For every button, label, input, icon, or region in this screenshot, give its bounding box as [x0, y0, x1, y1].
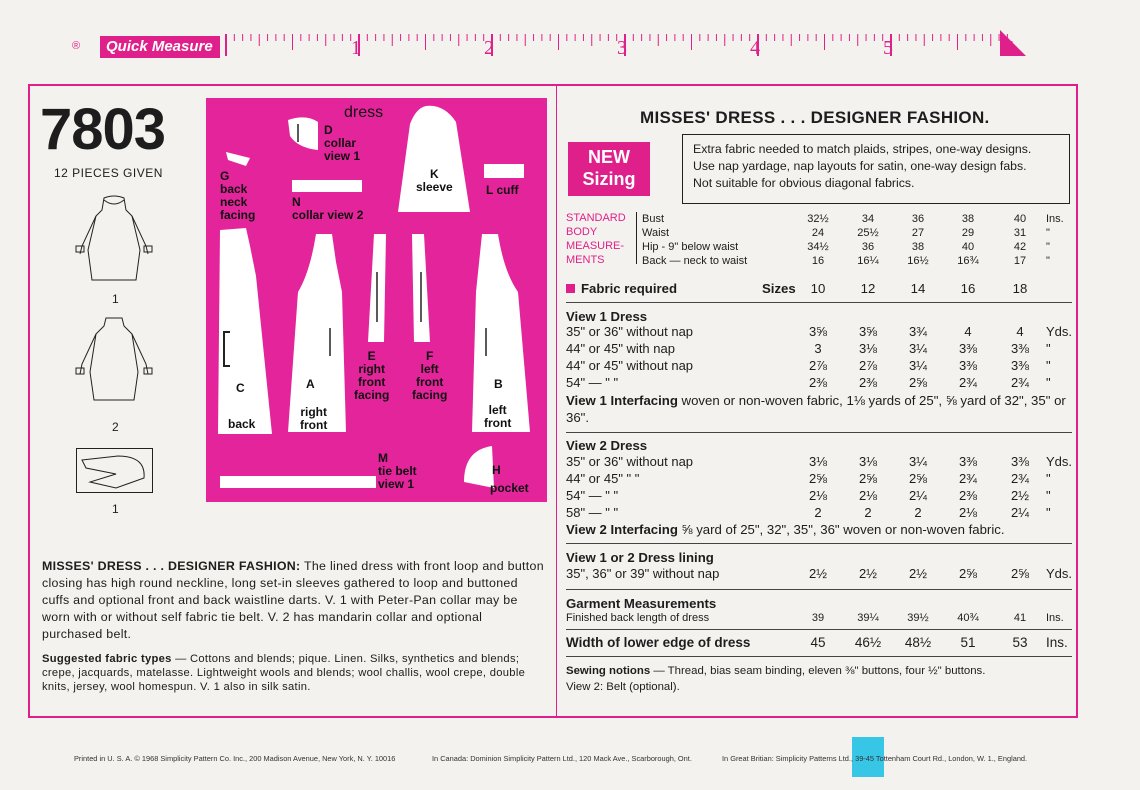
value-cell: 38 [911, 241, 925, 253]
value-cell: 2⅝ [908, 375, 928, 390]
view-1-sketch [74, 190, 154, 290]
unit-cell: Ins. [1046, 612, 1064, 624]
value-cell: 17 [1013, 255, 1027, 267]
quick-measure-label: Quick Measure [100, 36, 220, 58]
value-cell: 3⅜ [958, 454, 978, 469]
piece-m-label: M tie belt view 1 [378, 451, 417, 491]
value-cell: 2⅝ [808, 471, 828, 486]
view-1-dress-header: View 1 Dress [566, 309, 648, 324]
value-cell: 2¼ [908, 488, 928, 503]
unit-cell: Ins. [1046, 213, 1064, 225]
badge-line-2: Sizing [582, 169, 636, 189]
value-cell: 2¾ [1010, 375, 1030, 390]
unit-cell: " [1046, 255, 1050, 267]
measurement-brace [636, 212, 641, 264]
unit-cell: Ins. [1046, 635, 1068, 650]
value-cell: 40 [1013, 213, 1027, 225]
value-cell: 2⅛ [858, 488, 878, 503]
piece-d-shape [284, 114, 320, 154]
row-label: Finished back length of dress [566, 612, 710, 624]
value-cell: 32½ [807, 213, 829, 225]
value-cell: 2 [864, 505, 872, 520]
rule-line [566, 543, 1072, 544]
value-cell: 3¾ [908, 324, 928, 339]
row-label: Hip - 9" below waist [642, 241, 739, 253]
value-cell: 36 [911, 213, 925, 225]
value-cell: 2¼ [1010, 505, 1030, 520]
ruler-number: 6 [1004, 37, 1014, 58]
value-cell: 3⅛ [858, 341, 878, 356]
value-cell: 2¾ [958, 375, 978, 390]
lining-header: View 1 or 2 Dress lining [566, 550, 714, 565]
rule-line [566, 629, 1072, 630]
row-label: 44" or 45" " " [566, 471, 640, 486]
value-cell: 41 [1013, 612, 1027, 624]
row-label: 35" or 36" without nap [566, 324, 694, 339]
view-2-label: 2 [112, 420, 119, 434]
value-cell: 29 [961, 227, 975, 239]
value-cell: 3¼ [908, 454, 928, 469]
value-cell: 2⅝ [1010, 566, 1030, 581]
value-cell: 16¾ [957, 255, 979, 267]
fabric-required-header [566, 280, 677, 297]
value-cell: 46½ [854, 635, 882, 650]
value-cell: 31 [1013, 227, 1027, 239]
value-cell: 39¼ [857, 612, 879, 624]
value-cell: 53 [1012, 635, 1028, 650]
piece-e-label: E right front facing [354, 349, 390, 402]
value-cell: 3⅝ [858, 324, 878, 339]
value-cell: 2⅝ [908, 471, 928, 486]
ruler-number: 4 [750, 37, 760, 58]
value-cell: 27 [911, 227, 925, 239]
view-1-interfacing-lead: View 1 Interfacing [566, 393, 678, 408]
notions-lead: Sewing notions [566, 665, 651, 677]
value-cell: 3¼ [908, 341, 928, 356]
piece-a-label: right front [300, 405, 328, 432]
value-cell: 24 [811, 227, 825, 239]
value-cell: 38 [961, 213, 975, 225]
fabric-lead: Suggested fabric types [42, 653, 172, 665]
value-cell: 2⅝ [958, 566, 978, 581]
std-label-line: MEASURE- [566, 240, 625, 252]
fabric-body: — Cottons and blends; pique. Linen. Silks, synthetics and blends; crepe, jacquards, matelasse. Lightweight wools and blends; wool challis, wool crepe, double knits, jersey, wool homespun. V. 1 also in silk satin. [42, 653, 526, 693]
measuring-ruler [220, 28, 1030, 58]
piece-f-label: F left front facing [412, 349, 448, 402]
piece-n-label: N collar view 2 [292, 195, 364, 222]
value-cell: 2¾ [1010, 471, 1030, 486]
registered-mark: ® [72, 40, 81, 52]
piece-b-label: left front [484, 403, 512, 430]
row-label: 35", 36" or 39" without nap [566, 566, 720, 581]
value-cell: 34½ [807, 241, 829, 253]
piece-b-letter: B [494, 377, 503, 391]
ruler-number: 5 [883, 37, 893, 58]
new-sizing-badge [568, 142, 650, 196]
value-cell: 3⅜ [1010, 341, 1030, 356]
size-cell: 16 [960, 281, 976, 296]
value-cell: 2⅛ [958, 505, 978, 520]
unit-cell: Yds. [1046, 454, 1073, 469]
piece-n-shape [292, 180, 362, 192]
unit-cell: Yds. [1046, 566, 1073, 581]
row-label: Bust [642, 213, 665, 225]
value-cell: 3⅛ [808, 454, 828, 469]
value-cell: 3⅜ [958, 341, 978, 356]
piece-k-shape [396, 104, 472, 214]
dress-description [42, 558, 546, 643]
unit-cell: " [1046, 227, 1050, 239]
unit-cell: " [1046, 488, 1051, 503]
unit-cell: " [1046, 341, 1051, 356]
value-cell: 4 [964, 324, 972, 339]
note-line: Extra fabric needed to match plaids, stripes, one-way designs. [693, 142, 1032, 156]
value-cell: 16¼ [857, 255, 879, 267]
view-1-label: 1 [112, 292, 119, 306]
view-2-sketch [74, 312, 154, 412]
value-cell: 51 [960, 635, 976, 650]
rule-line [566, 589, 1072, 590]
value-cell: 2¾ [958, 471, 978, 486]
unit-cell: " [1046, 471, 1051, 486]
size-cell: 10 [810, 281, 826, 296]
note-line: Use nap yardage, nap layouts for satin, one-way design fabs. [693, 159, 1027, 173]
view-1-interfacing [566, 392, 1072, 426]
value-cell: 16 [811, 255, 825, 267]
value-cell: 40 [961, 241, 975, 253]
unit-cell: Yds. [1046, 324, 1073, 339]
badge-line-1: NEW [588, 147, 630, 167]
tie-belt-sketch [76, 448, 154, 494]
value-cell: 36 [861, 241, 875, 253]
sizes-label: Sizes [762, 281, 796, 296]
fabric-required-bullet [566, 284, 575, 293]
value-cell: 2⅞ [858, 358, 878, 373]
piece-c-letter: C [236, 381, 245, 395]
footer-canada: In Canada: Dominion Simplicity Pattern Ltd., 120 Mack Ave., Scarborough, Ont. [432, 754, 692, 763]
rule-line [566, 432, 1072, 433]
piece-d-label: D collar view 1 [324, 123, 361, 163]
piece-k-label: K sleeve [416, 167, 453, 194]
value-cell: 2 [914, 505, 922, 520]
value-cell: 42 [1013, 241, 1027, 253]
rule-line [566, 656, 1072, 657]
value-cell: 25½ [857, 227, 879, 239]
value-cell: 39½ [907, 612, 929, 624]
rule-line [566, 302, 1072, 303]
row-label: 54" — " " [566, 488, 619, 503]
std-label-line: MENTS [566, 254, 605, 266]
footer-britain: In Great Britian: Simplicity Patterns Ltd., 39-45 Tottenham Court Rd., London, W. 1., England. [722, 754, 1028, 763]
value-cell: 3⅜ [1010, 358, 1030, 373]
row-label: 54" — " " [566, 375, 619, 390]
view-2-interfacing-lead: View 2 Interfacing [566, 522, 678, 537]
footer-usa: Printed in U. S. A. © 1968 Simplicity Pattern Co. Inc., 200 Madison Avenue, New York, N. Y. 10016 [74, 754, 396, 763]
size-cell: 12 [860, 281, 876, 296]
value-cell: 4 [1016, 324, 1024, 339]
row-label: Waist [642, 227, 670, 239]
piece-c-shape [216, 226, 276, 436]
piece-l-shape [484, 164, 524, 178]
pattern-pieces-panel [206, 98, 547, 502]
value-cell: 2⅜ [958, 488, 978, 503]
view-2-interfacing-body: ⅝ yard of 25", 32", 35", 36" woven or non-woven fabric. [677, 522, 1005, 537]
piece-e-shape [364, 232, 390, 344]
description-body: The lined dress with front loop and button closing has high round neckline, long set-in sleeves gathered to loop and buttoned cuffs and optional front and back waistline darts. V. 1 with Peter-Pan collar may be worn with or without self fabric tie belt. V. 2 has mandarin collar and optional purchased belt. [42, 559, 544, 641]
fabric-suggestions [42, 652, 546, 694]
notions-line-2: View 2: Belt (optional). [566, 681, 680, 693]
value-cell: 2½ [858, 566, 878, 581]
value-cell: 2 [814, 505, 822, 520]
unit-cell: " [1046, 505, 1051, 520]
notions-body: — Thread, bias seam binding, eleven ⅜" buttons, four ½" buttons. [650, 665, 986, 677]
size-cell: 14 [910, 281, 926, 296]
piece-a-shape [286, 232, 350, 434]
value-cell: 2½ [1010, 488, 1030, 503]
row-label: 44" or 45" with nap [566, 341, 675, 356]
piece-g-label: G back neck facing [220, 169, 256, 222]
row-label: Width of lower edge of dress [566, 635, 751, 650]
pattern-number: 7803 [40, 97, 166, 162]
value-cell: 48½ [904, 635, 932, 650]
description-lead: MISSES' DRESS . . . DESIGNER FASHION: [42, 559, 301, 573]
row-label: 35" or 36" without nap [566, 454, 694, 469]
value-cell: 2⅜ [808, 375, 828, 390]
value-cell: 3⅛ [858, 454, 878, 469]
value-cell: 39 [811, 612, 825, 624]
unit-cell: " [1046, 358, 1051, 373]
value-cell: 2½ [908, 566, 928, 581]
piece-h-letter: H [492, 463, 501, 477]
piece-l-label: L cuff [486, 183, 519, 197]
value-cell: 34 [861, 213, 875, 225]
value-cell: 3⅜ [958, 358, 978, 373]
standard-body-label [566, 211, 626, 267]
value-cell: 3⅝ [808, 324, 828, 339]
row-label: 58" — " " [566, 505, 619, 520]
size-cell: 18 [1012, 281, 1028, 296]
value-cell: 3⅜ [1010, 454, 1030, 469]
ruler-number: 3 [617, 37, 627, 58]
garment-header: Garment Measurements [566, 596, 717, 611]
view-2-dress-header: View 2 Dress [566, 438, 648, 453]
fabric-notes-box [682, 134, 1070, 204]
value-cell: 2⅛ [808, 488, 828, 503]
right-title: MISSES' DRESS . . . DESIGNER FASHION. [640, 108, 990, 127]
row-label: Back — neck to waist [642, 255, 748, 267]
value-cell: 2⅞ [808, 358, 828, 373]
sewing-notions [566, 664, 985, 678]
ruler-number: 1 [351, 37, 361, 58]
piece-h-label: pocket [490, 481, 529, 495]
value-cell: 16½ [907, 255, 929, 267]
piece-m-shape [220, 476, 376, 488]
value-cell: 3¼ [908, 358, 928, 373]
view-1-interfacing-body: woven or non-woven fabric, 1⅛ yards of 25", ⅝ yard of 32", 35" or 36". [566, 393, 1066, 425]
unit-cell: " [1046, 241, 1050, 253]
value-cell: 40¾ [957, 612, 979, 624]
fabric-required-label: Fabric required [581, 281, 678, 296]
note-line: Not suitable for obvious diagonal fabrics. [693, 176, 915, 190]
ruler-number: 2 [484, 37, 494, 58]
piece-g-shape [224, 148, 254, 168]
piece-f-shape [408, 232, 434, 344]
value-cell: 2⅝ [858, 471, 878, 486]
view-2-interfacing [566, 521, 1005, 538]
std-label-line: STANDARD [566, 212, 626, 224]
unit-cell: " [1046, 375, 1051, 390]
belt-label: 1 [112, 502, 119, 516]
pieces-given: 12 PIECES GIVEN [54, 166, 163, 180]
value-cell: 2⅜ [858, 375, 878, 390]
piece-c-label: back [228, 417, 256, 431]
piece-a-letter: A [306, 377, 315, 391]
std-label-line: BODY [566, 226, 598, 238]
panel-title: dress [344, 104, 384, 121]
row-label: 44" or 45" without nap [566, 358, 694, 373]
column-divider [556, 86, 557, 716]
value-cell: 3 [814, 341, 822, 356]
value-cell: 2½ [808, 566, 828, 581]
value-cell: 45 [810, 635, 826, 650]
